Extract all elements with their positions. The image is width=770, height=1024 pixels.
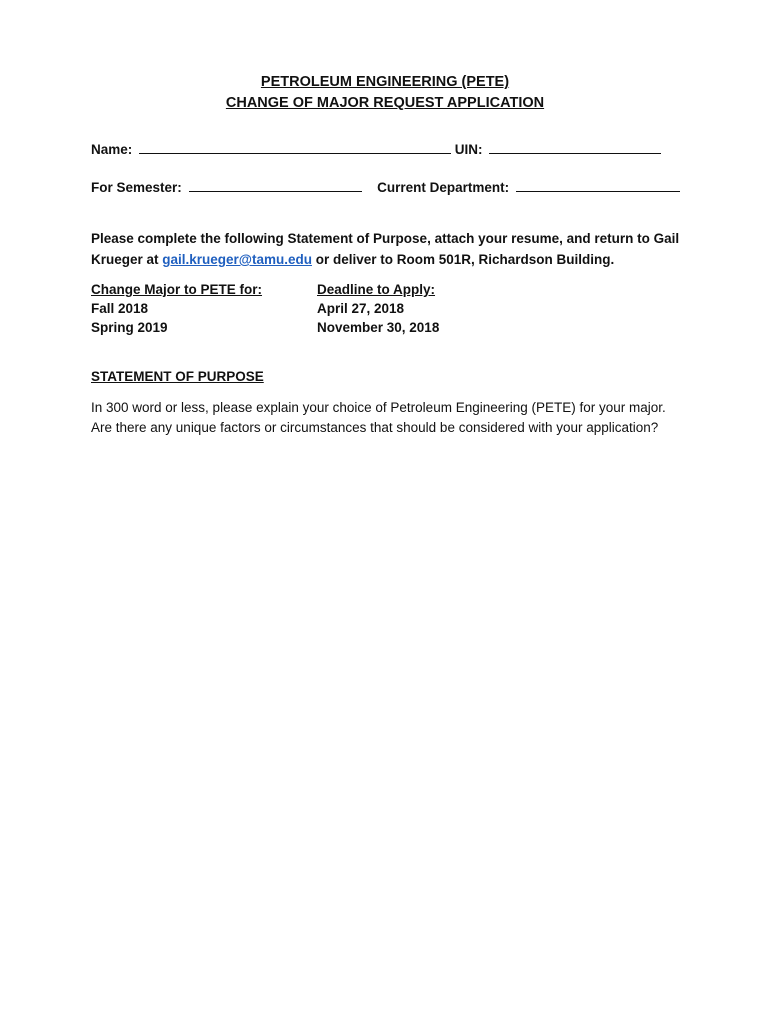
statement-line-1: In 300 word or less, please explain your choice of Petroleum Engineering (PETE) for your major. [91,400,666,415]
document-title [0,72,770,114]
department-label: Current Department: [377,180,510,195]
name-uin-row [91,139,661,159]
deadline-column [317,280,439,337]
name-label: Name: [91,142,133,157]
uin-field[interactable] [489,139,661,154]
semester-label: For Semester: [91,180,182,195]
instructions-paragraph [91,228,691,270]
major-term-column [91,280,262,337]
email-link[interactable]: gail.krueger@tamu.edu [162,252,312,267]
deadline-item: April 27, 2018 [317,301,405,316]
department-field[interactable] [516,177,680,192]
instructions-text-end: or deliver to Room 501R, Richardson Building. [311,252,615,267]
statement-heading: STATEMENT OF PURPOSE [91,369,264,384]
major-term-header: Change Major to PETE for: [91,282,263,297]
term-item: Spring 2019 [91,320,168,335]
term-item: Fall 2018 [91,301,149,316]
statement-prompt [91,398,711,438]
instructions-text-start: Please complete the following Statement of Purpose, attach your resume, and return to Gail Krueger at [91,231,680,267]
deadline-header: Deadline to Apply: [317,282,436,297]
statement-line-2: Are there any unique factors or circumstances that should be considered with your application? [91,420,659,435]
semester-department-row [91,177,680,197]
title-line-2: CHANGE OF MAJOR REQUEST APPLICATION [225,95,545,111]
semester-field[interactable] [189,177,362,192]
deadline-item: November 30, 2018 [317,320,440,335]
uin-label: UIN: [454,142,483,157]
title-line-1: PETROLEUM ENGINEERING (PETE) [260,74,510,90]
name-field[interactable] [139,139,451,154]
